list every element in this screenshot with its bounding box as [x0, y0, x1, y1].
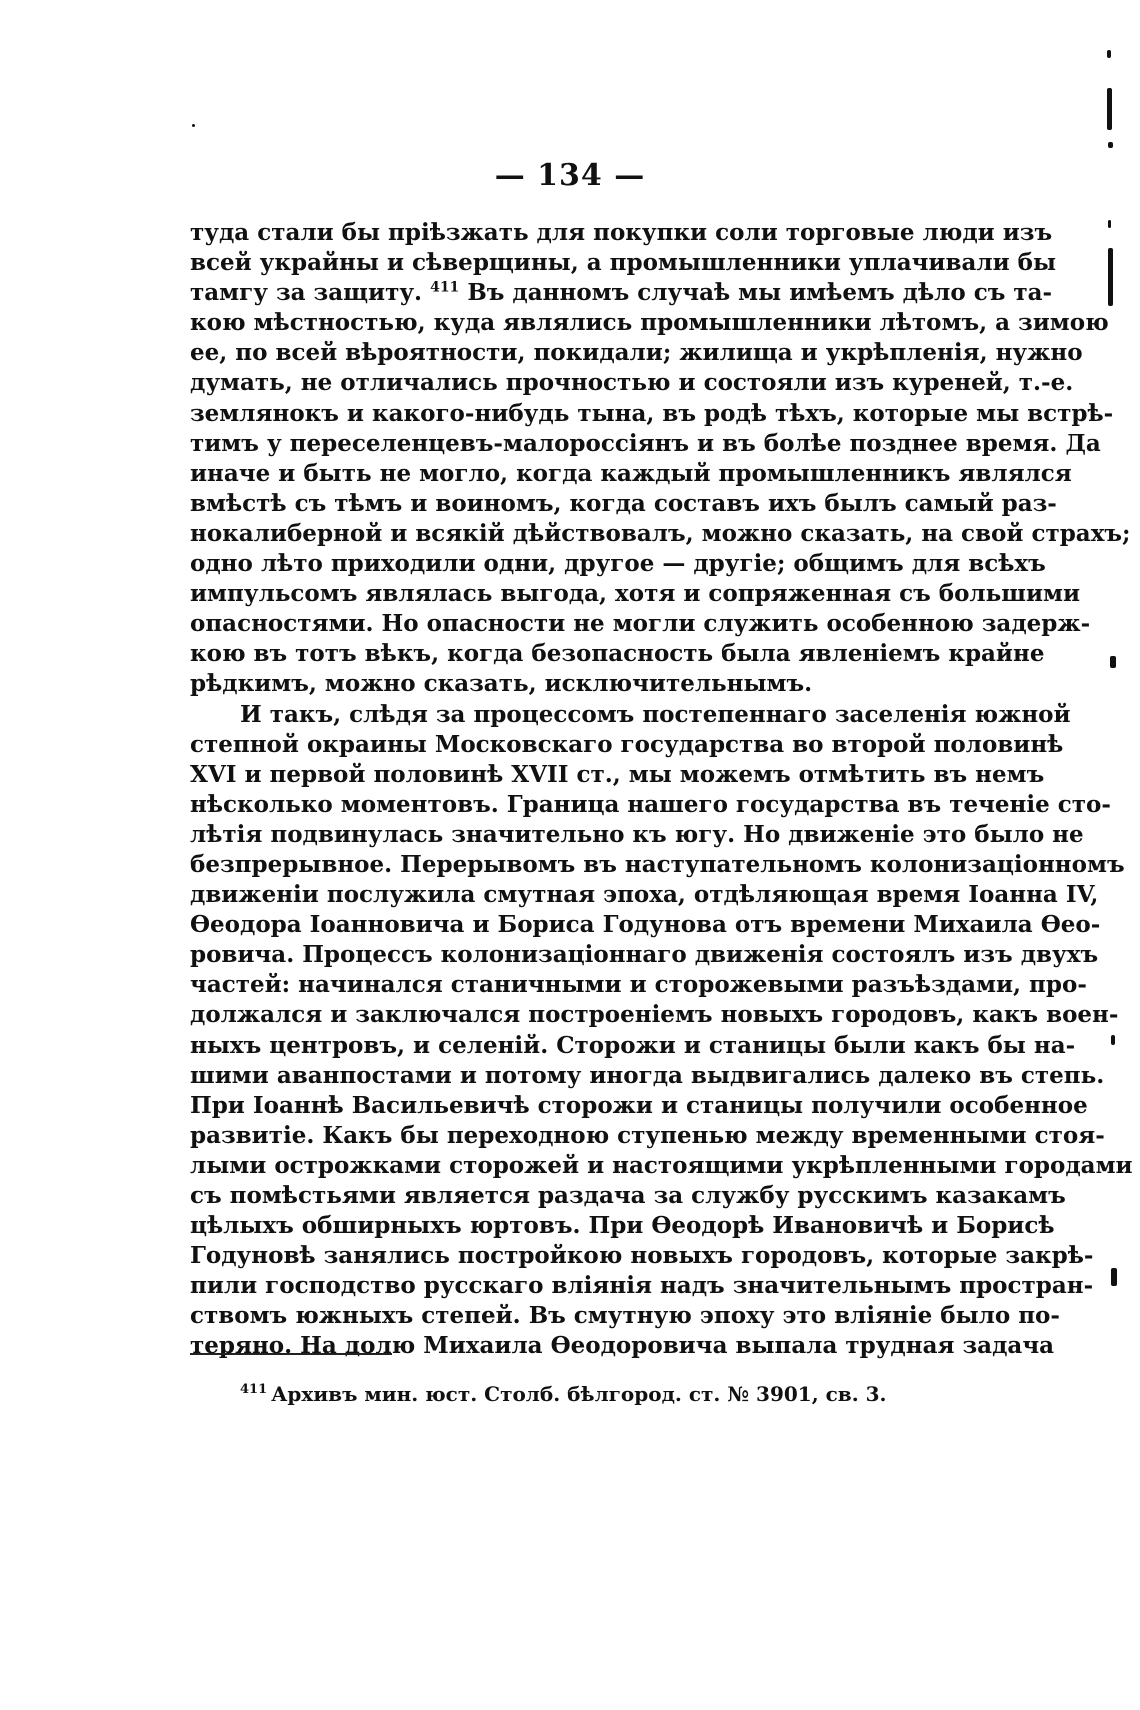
scan-mark: [1107, 88, 1112, 130]
text-line: ствомъ южныхъ степей. Въ смутную эпоху это вліяніе было по-: [190, 1302, 1060, 1330]
text-line: лѣтія подвинулась значительно къ югу. Но движеніе это было не: [190, 820, 1084, 848]
scan-mark: [1111, 1035, 1115, 1045]
text-line: нѣсколько моментовъ. Граница нашего государства въ теченіе сто-: [190, 790, 1111, 818]
text-line: иначе и быть не могло, когда каждый промышленникъ являлся: [190, 459, 1072, 487]
footnote-reference: 411: [430, 279, 460, 296]
text-line: импульсомъ являлась выгода, хотя и сопряженная съ большими: [190, 580, 1081, 608]
text-line: движеніи послужила смутная эпоха, отдѣляющая время Іоанна IV,: [190, 881, 1099, 909]
text-line: шими аванпостами и потому иногда выдвигались далеко въ степь.: [190, 1061, 1105, 1089]
scan-mark: [1110, 656, 1116, 668]
scan-mark: [1108, 220, 1111, 228]
scan-mark: [192, 124, 195, 127]
text-line: нокалиберной и всякій дѣйствовалъ, можно сказать, на свой страхъ;: [190, 519, 1131, 547]
text-line: степной окраины Московскаго государства во второй половинѣ: [190, 730, 1064, 758]
text-line: [190, 278, 1053, 308]
text-line: тимъ у переселенцевъ-малороссіянъ и въ болѣе позднее время. Да: [190, 429, 1101, 457]
paragraph-1: [190, 218, 1131, 700]
text-line: ровича. Процессъ колонизаціоннаго движенія состоялъ изъ двухъ: [190, 941, 1099, 969]
text-line: ныхъ центровъ, и селеній. Сторожи и станицы были какъ бы на-: [190, 1031, 1076, 1059]
scan-mark: [1108, 142, 1113, 148]
text-line: одно лѣто приходили одни, другое — другіе; общимъ для всѣхъ: [190, 550, 1046, 578]
footnote: [240, 1382, 887, 1406]
text-line: кою мѣстностью, куда являлись промышленники лѣтомъ, а зимою: [190, 309, 1109, 337]
text-line: ее, по всей вѣроятности, покидали; жилища и укрѣпленія, нужно: [190, 339, 1083, 367]
text-line: И такъ, слѣдя за процессомъ постепеннаго заселенія южной: [240, 700, 1071, 728]
paragraph-2: [190, 700, 1133, 1362]
text-line: кою въ тотъ вѣкъ, когда безопасность была явленіемъ крайне: [190, 640, 1045, 668]
text-segment: тамгу за защиту.: [190, 279, 423, 307]
text-line: развитіе. Какъ бы переходною ступенью между временными стоя-: [190, 1121, 1105, 1149]
text-line: туда стали бы пріѣзжать для покупки соли торговые люди изъ: [190, 219, 1053, 246]
text-line: всей украйны и сѣверщины, а промышленники уплачивали бы: [190, 249, 1057, 277]
text-line: рѣдкимъ, можно сказать, исключительнымъ.: [190, 670, 813, 698]
text-line: частей: начинался станичными и сторожевыми разъѣздами, про-: [190, 971, 1087, 999]
footnote-number: 411: [240, 1382, 268, 1398]
text-line: думать, не отличались прочностью и состояли изъ куреней, т.-е.: [190, 369, 1074, 397]
text-line: съ помѣстьями является раздача за службу русскимъ казакамъ: [190, 1182, 1066, 1209]
text-line: безпрерывное. Перерывомъ въ наступательномъ колонизаціонномъ: [190, 850, 1125, 878]
text-line: Ѳеодора Іоанновича и Бориса Годунова отъ времени Михаила Ѳео-: [190, 911, 1101, 939]
text-line: Годуновѣ занялись постройкою новыхъ городовъ, которые закрѣ-: [190, 1242, 1094, 1270]
text-line: опасностями. Но опасности не могли служить особенною задерж-: [190, 610, 1091, 638]
scan-mark: [1107, 50, 1111, 58]
text-line: пили господство русскаго вліянія надъ значительнымъ простран-: [190, 1272, 1094, 1300]
text-line: вмѣстѣ съ тѣмъ и воиномъ, когда составъ ихъ былъ самый раз-: [190, 489, 1057, 517]
text-line: лыми острожками сторожей и настоящими укрѣпленными городами: [190, 1151, 1133, 1179]
scan-mark: [1111, 1268, 1117, 1286]
text-line: должался и заключался построеніемъ новыхъ городовъ, какъ воен-: [190, 1001, 1119, 1029]
text-line: XVI и первой половинѣ XVII ст., мы можемъ отмѣтить въ немъ: [190, 760, 1045, 788]
text-segment: Въ данномъ случаѣ мы имѣемъ дѣло съ та-: [467, 279, 1053, 307]
footnote-text: Архивъ мин. юст. Столб. бѣлгород. ст. № 3901, св. 3.: [271, 1382, 887, 1406]
footnote-divider: [190, 1353, 392, 1355]
text-line: При Іоаннѣ Васильевичѣ сторожи и станицы получили особенное: [190, 1091, 1088, 1119]
scan-mark: [1108, 248, 1113, 306]
text-line: цѣлыхъ обширныхъ юртовъ. При Ѳеодорѣ Ивановичѣ и Борисѣ: [190, 1212, 1055, 1240]
text-line: землянокъ и какого-нибудь тына, въ родѣ тѣхъ, которые мы встрѣ-: [190, 399, 1114, 427]
text-line: теряно. На долю Михаила Ѳеодоровича выпала трудная задача: [190, 1332, 1055, 1360]
main-text: [190, 218, 1133, 1362]
page-number: — 134 —: [494, 158, 646, 193]
